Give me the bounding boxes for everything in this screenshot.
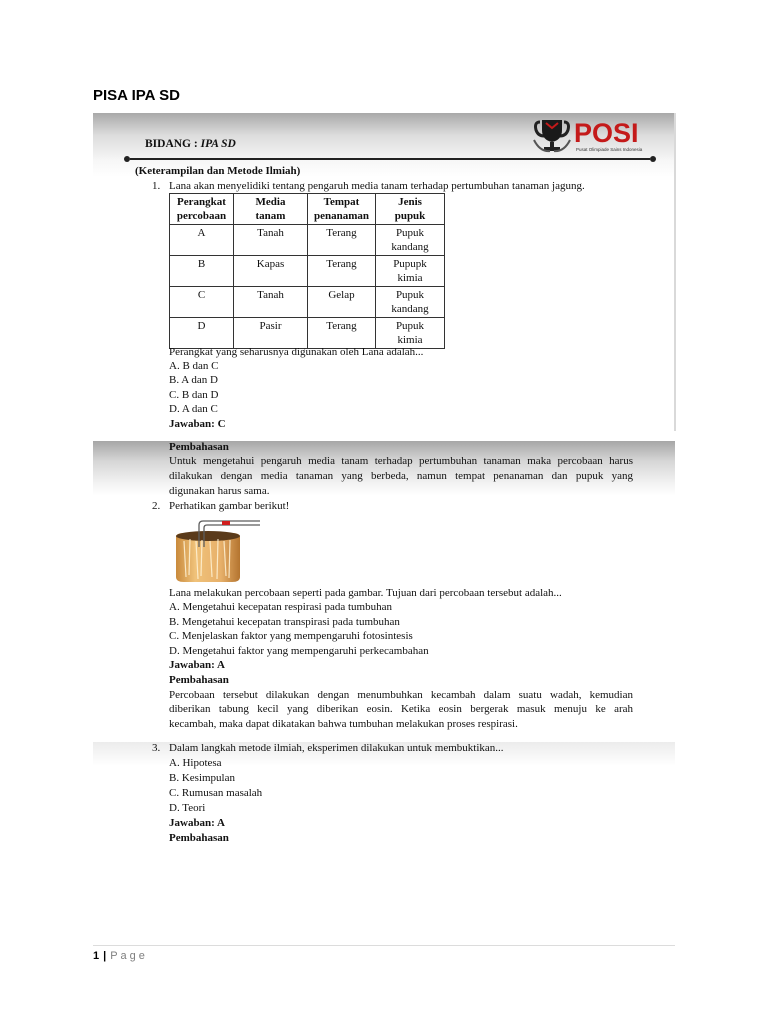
question-1-pembahasan-line: Untuk mengetahui pengaruh media tanam terhadap pertumbuhan tanaman maka percobaan harus — [169, 455, 633, 467]
table-cell — [376, 318, 445, 349]
table-header: Jenis pupuk — [376, 194, 445, 225]
question-2-option-c: C. Menjelaskan faktor yang mempengaruhi fotosintesis — [169, 630, 413, 642]
table-cell-text: D — [197, 320, 206, 332]
table-cell-text: Pupupk — [393, 258, 427, 270]
page-label: Page — [110, 950, 148, 962]
table-cell — [308, 287, 376, 318]
table-cell — [234, 318, 308, 349]
table-cell-text: Pupuk — [395, 320, 425, 332]
question-1-pembahasan-line: digunakan harus sama. — [169, 485, 270, 497]
question-1-option-b: B. A dan D — [169, 374, 218, 386]
table-cell-text: Kapas — [256, 258, 285, 270]
table-cell — [170, 287, 234, 318]
header-rule — [130, 158, 650, 160]
table-cell-text: kandang — [391, 241, 429, 253]
question-2-pembahasan-line: kecambah, maka dapat dikatakan bahwa tumbuhan melakukan proses respirasi. — [169, 718, 518, 730]
table-cell-text: Pupuk — [395, 289, 425, 301]
header-band-edge — [674, 113, 676, 431]
bidang-value: IPA SD — [200, 138, 236, 150]
logo-text: POSI — [574, 118, 639, 148]
question-3-text: Dalam langkah metode ilmiah, eksperimen dilakukan untuk membuktikan... — [169, 742, 504, 754]
table-cell-text: kimia — [397, 334, 423, 346]
question-2-option-d: D. Mengetahui faktor yang mempengaruhi perkecambahan — [169, 645, 429, 657]
question-1-text: Lana akan menyelidiki tentang pengaruh media tanam terhadap pertumbuhan tanaman jagung. — [169, 180, 585, 192]
question-3-option-d: D. Teori — [169, 802, 206, 814]
table-cell — [234, 287, 308, 318]
question-2-option-b: B. Mengetahui kecepatan transpirasi pada tumbuhan — [169, 616, 400, 628]
table-cell — [376, 256, 445, 287]
table-header: Tempat penanaman — [308, 194, 376, 225]
question-1-answer: Jawaban: C — [169, 418, 226, 430]
trophy-icon — [532, 118, 572, 154]
table-cell-text: kandang — [391, 303, 429, 315]
question-2-option-a: A. Mengetahui kecepatan respirasi pada tumbuhan — [169, 601, 392, 613]
page-separator: | — [103, 950, 107, 962]
question-1-option-c: C. B dan D — [169, 389, 219, 401]
experiment-table — [169, 193, 445, 349]
table-row — [170, 225, 445, 256]
table-cell — [308, 225, 376, 256]
table-cell-text: Terang — [326, 320, 357, 332]
footer-rule — [93, 945, 675, 946]
table-header: Perangkat percobaan — [170, 194, 234, 225]
table-cell-text: Terang — [326, 258, 357, 270]
table-cell — [308, 256, 376, 287]
table-cell — [170, 225, 234, 256]
table-cell-text: Tanah — [257, 227, 284, 239]
page-number: 1 — [93, 950, 100, 962]
bidang-label: BIDANG : — [145, 138, 201, 150]
question-1-option-a: A. B dan C — [169, 360, 219, 372]
table-header-row — [170, 194, 445, 225]
question-3-option-c: C. Rumusan masalah — [169, 787, 263, 799]
sprout-experiment-image — [174, 519, 260, 583]
question-1-number: 1. — [152, 180, 161, 192]
table-cell — [234, 225, 308, 256]
question-1-pembahasan-label: Pembahasan — [169, 441, 229, 453]
question-2-number: 2. — [152, 500, 161, 512]
table-cell-text: C — [197, 289, 206, 301]
question-3-option-b: B. Kesimpulan — [169, 772, 235, 784]
table-row — [170, 287, 445, 318]
table-cell — [308, 318, 376, 349]
question-1-option-d: D. A dan C — [169, 403, 218, 415]
question-2-pembahasan-label: Pembahasan — [169, 674, 229, 686]
question-2-pembahasan-line: diberikan tabung kecil yang diberikan eosin. Ketika eosin bergerak masuk menuju ke arah — [169, 703, 633, 715]
logo-subtitle: Pusat Olimpiade Sains Indonesia — [576, 147, 643, 152]
question-2-prompt: Lana melakukan percobaan seperti pada gambar. Tujuan dari percobaan tersebut adalah... — [169, 587, 562, 599]
table-cell — [170, 256, 234, 287]
question-3-option-a: A. Hipotesa — [169, 757, 222, 769]
table-cell-text: Terang — [326, 227, 357, 239]
table-cell-text: Gelap — [328, 289, 355, 301]
posi-logo — [532, 117, 647, 155]
table-row — [170, 318, 445, 349]
table-cell — [376, 225, 445, 256]
table-cell-text: kimia — [397, 272, 423, 284]
table-cell-text: B — [197, 258, 206, 270]
table-row — [170, 256, 445, 287]
table-cell-text: Tanah — [257, 289, 284, 301]
question-3-number: 3. — [152, 742, 161, 754]
table-cell-text: A — [197, 227, 206, 239]
table-cell — [170, 318, 234, 349]
question-3-pembahasan-label: Pembahasan — [169, 832, 229, 844]
table-cell — [376, 287, 445, 318]
question-2-pembahasan-line: Percobaan tersebut dilakukan dengan menumbuhkan kecambah dalam suatu wadah, kemudian — [169, 689, 633, 701]
table-header: Media tanam — [234, 194, 308, 225]
bidang-heading — [145, 138, 236, 150]
question-2-answer: Jawaban: A — [169, 659, 225, 671]
section-title: (Keterampilan dan Metode Ilmiah) — [135, 165, 301, 177]
question-2-text: Perhatikan gambar berikut! — [169, 500, 290, 512]
table-cell-text: Pupuk — [395, 227, 425, 239]
question-1-prompt: Perangkat yang seharusnya digunakan oleh Lana adalah... — [169, 346, 424, 358]
table-cell-text: Pasir — [259, 320, 282, 332]
question-3-answer: Jawaban: A — [169, 817, 225, 829]
table-cell — [234, 256, 308, 287]
document-title: PISA IPA SD — [93, 87, 180, 104]
page-footer — [93, 950, 148, 962]
question-1-pembahasan-line: dilakukan dengan media tanaman yang berbeda, namun tempat penanaman dan pupuk yang — [169, 470, 633, 482]
